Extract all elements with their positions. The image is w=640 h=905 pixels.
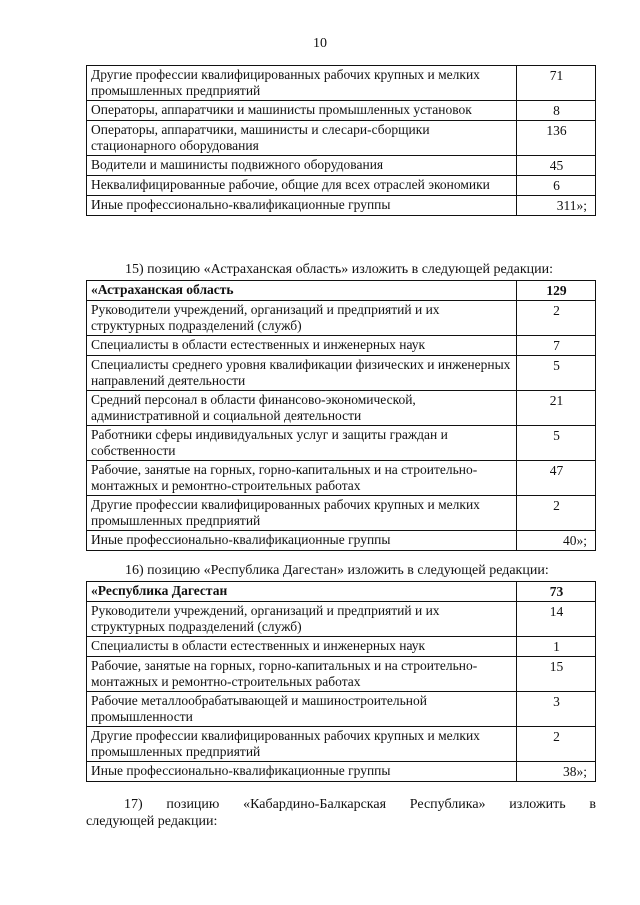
region-name: «Астраханская область [87,281,517,301]
table-header-row [87,582,596,602]
row-value: 1 [517,637,596,657]
table-dagestan [86,581,596,782]
row-label: Руководители учреждений, организаций и предприятий и их структурных подразделений (служб) [87,602,517,637]
region-total: 73 [517,582,596,602]
row-value: 14 [517,602,596,637]
table-row [87,356,596,391]
row-label: Другие профессии квалифицированных рабочих крупных и мелких промышленных предприятий [87,727,517,762]
table-astrakhan [86,280,596,551]
row-label: Операторы, аппаратчики, машинисты и слесари-сборщики стационарного оборудования [87,121,517,156]
table-row [87,156,596,176]
row-label: Специалисты в области естественных и инженерных наук [87,336,517,356]
row-label: Другие профессии квалифицированных рабочих крупных и мелких промышленных предприятий [87,496,517,531]
table-row [87,426,596,461]
page-number: 10 [313,36,327,51]
table-row [87,196,596,216]
row-label: Рабочие металлообрабатывающей и машиностроительной промышленности [87,692,517,727]
table-row [87,176,596,196]
row-value: 6 [517,176,596,196]
row-value: 5 [517,356,596,391]
row-value: 21 [517,391,596,426]
row-value: 5 [517,426,596,461]
table-row [87,336,596,356]
row-value: 45 [517,156,596,176]
section-17-intro-line1: 17) позицию «Кабардино-Балкарская Республика» изложить в [124,797,596,812]
row-label: Работники сферы индивидуальных услуг и защиты граждан и собственности [87,426,517,461]
table-row [87,762,596,782]
row-value: 7 [517,336,596,356]
table-row [87,531,596,551]
table-row [87,121,596,156]
row-value: 2 [517,727,596,762]
row-value: 71 [517,66,596,101]
row-value: 136 [517,121,596,156]
row-value: 8 [517,101,596,121]
region-total: 129 [517,281,596,301]
row-value: 3 [517,692,596,727]
table-header-row [87,281,596,301]
row-value: 2 [517,301,596,336]
table-row [87,657,596,692]
row-label: Специалисты в области естественных и инженерных наук [87,637,517,657]
row-value: 38»; [517,762,596,782]
row-value: 47 [517,461,596,496]
table-row [87,66,596,101]
row-label: Рабочие, занятые на горных, горно-капитальных и на строительно-монтажных и ремонтно-строительных работах [87,657,517,692]
row-label: Операторы, аппаратчики и машинисты промышленных установок [87,101,517,121]
section-16-intro: 16) позицию «Республика Дагестан» изложить в следующей редакции: [125,563,549,578]
row-label: Рабочие, занятые на горных, горно-капитальных и на строительно-монтажных и ремонтно-строительных работах [87,461,517,496]
table-row [87,727,596,762]
table-row [87,101,596,121]
table-row [87,602,596,637]
row-label: Средний персонал в области финансово-экономической, административной и социальной деятельности [87,391,517,426]
row-label: Другие профессии квалифицированных рабочих крупных и мелких промышленных предприятий [87,66,517,101]
section-17-intro-line2: следующей редакции: [86,814,218,829]
region-name: «Республика Дагестан [87,582,517,602]
row-value: 40»; [517,531,596,551]
table-row [87,301,596,336]
table-row [87,637,596,657]
row-value: 15 [517,657,596,692]
row-value: 311»; [517,196,596,216]
row-value: 2 [517,496,596,531]
section-15-intro: 15) позицию «Астраханская область» изложить в следующей редакции: [125,262,554,277]
row-label: Иные профессионально-квалификационные группы [87,762,517,782]
table-row [87,391,596,426]
table-row [87,496,596,531]
row-label: Неквалифицированные рабочие, общие для всех отраслей экономики [87,176,517,196]
row-label: Специалисты среднего уровня квалификации физических и инженерных направлений деятельности [87,356,517,391]
table-continuation [86,65,596,216]
row-label: Водители и машинисты подвижного оборудования [87,156,517,176]
row-label: Руководители учреждений, организаций и предприятий и их структурных подразделений (служб) [87,301,517,336]
row-label: Иные профессионально-квалификационные группы [87,196,517,216]
table-row [87,461,596,496]
row-label: Иные профессионально-квалификационные группы [87,531,517,551]
table-row [87,692,596,727]
